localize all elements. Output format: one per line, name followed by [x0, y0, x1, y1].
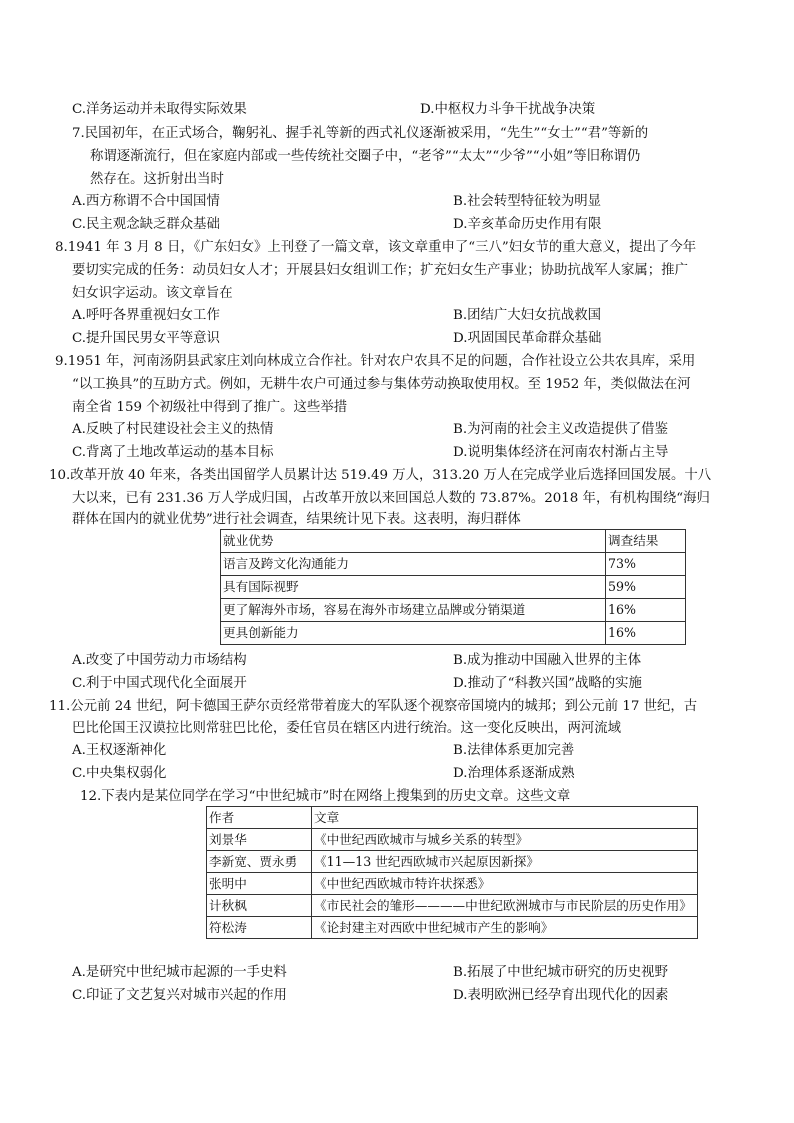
table-header-cell: 文章 — [312, 807, 698, 829]
q8-stem-line: 8.1941 年 3 月 8 日，《广东妇女》上刊登了一篇文章，该文章重申了“三八”妇女节的重大意义，提出了今年 — [55, 240, 697, 255]
table-row — [221, 599, 686, 622]
q7-stem-line: 称谓逐渐流行，但在家庭内部或一些传统社交圈子中，“老爷”“太太”“少爷”“小姐”等旧称谓仍 — [90, 149, 641, 164]
q9-option-a: A.反映了村民建设社会主义的热情 — [72, 422, 274, 437]
table-row — [221, 553, 686, 576]
q10-option-b: B.成为推动中国融入世界的主体 — [453, 653, 642, 668]
q7-stem-line: 7.民国初年，在正式场合，鞠躬礼、握手礼等新的西式礼仪逐渐被采用，“先生”“女士”“君”等新的 — [72, 126, 649, 141]
q10-stem-line: 群体在国内的就业优势”进行社会调查，结果统计见下表。这表明，海归群体 — [72, 512, 521, 527]
table-header-row — [221, 530, 686, 553]
table-row — [207, 917, 698, 939]
table-cell: 李新宽、贾永勇 — [207, 851, 312, 873]
q12-option-c: C.印证了文艺复兴对城市兴起的作用 — [72, 988, 287, 1003]
q9-option-c: C.背离了土地改革运动的基本目标 — [72, 445, 274, 460]
table-cell: 73% — [606, 553, 686, 576]
q12-option-d: D.表明欧洲已经孕育出现代化的因素 — [453, 988, 669, 1003]
q7-option-a: A.西方称谓不合中国国情 — [72, 194, 220, 209]
q7-option-b: B.社会转型特征较为明显 — [453, 194, 602, 209]
q8-option-d: D.巩固国民革命群众基础 — [453, 331, 602, 346]
table-cell: 《中世纪西欧城市与城乡关系的转型》 — [312, 829, 698, 851]
q11-option-d: D.治理体系逐渐成熟 — [453, 766, 575, 781]
table-row — [207, 895, 698, 917]
table-cell: 更了解海外市场，容易在海外市场建立品牌或分销渠道 — [221, 599, 606, 622]
q12-stem-line: 12.下表内是某位同学在学习“中世纪城市”时在网络上搜集到的历史文章。这些文章 — [80, 789, 571, 804]
q11-option-a: A.王权逐渐神化 — [72, 743, 167, 758]
q9-option-d: D.说明集体经济在河南农村渐占主导 — [453, 445, 669, 460]
q9-stem-line: 南全省 159 个初级社中得到了推广。这些举措 — [72, 400, 348, 415]
q10-option-a: A.改变了中国劳动力市场结构 — [72, 653, 247, 668]
table-cell: 《11—13 世纪西欧城市兴起原因新探》 — [312, 851, 698, 873]
table-cell: 更具创新能力 — [221, 622, 606, 645]
q9-stem-line: 9.1951 年，河南汤阴县武家庄刘向林成立合作社。针对农户农具不足的问题，合作社设立公共农具库，采用 — [55, 354, 696, 369]
q6-option-d: D.中枢权力斗争干扰战争决策 — [420, 102, 596, 117]
q10-stem-line: 大以来，已有 231.36 万人学成归国，占改革开放以来回国总人数的 73.87%。2018 年，有机构围绕“海归 — [72, 491, 710, 506]
table-cell: 16% — [606, 622, 686, 645]
q10-option-d: D.推动了“科教兴国”战略的实施 — [453, 676, 642, 691]
q12-table — [206, 806, 698, 939]
table-cell: 《论封建主对西欧中世纪城市产生的影响》 — [312, 917, 698, 939]
q7-option-d: D.辛亥革命历史作用有限 — [453, 217, 602, 232]
table-row — [207, 829, 698, 851]
table-cell: 符松涛 — [207, 917, 312, 939]
q8-option-b: B.团结广大妇女抗战救国 — [453, 308, 602, 323]
q10-table — [220, 529, 686, 645]
table-header-cell: 作者 — [207, 807, 312, 829]
q11-option-c: C.中央集权弱化 — [72, 766, 167, 781]
q12-option-b: B.拓展了中世纪城市研究的历史视野 — [453, 965, 668, 980]
q9-stem-line: “以工换具”的互助方式。例如，无耕牛农户可通过参与集体劳动换取使用权。至 1952 年，类似做法在河 — [72, 377, 691, 392]
table-header-cell: 就业优势 — [221, 530, 606, 553]
table-row — [207, 873, 698, 895]
table-cell: 计秋枫 — [207, 895, 312, 917]
q7-stem-line: 然存在。这折射出当时 — [90, 172, 224, 187]
table-cell: 语言及跨文化沟通能力 — [221, 553, 606, 576]
table-row — [221, 576, 686, 599]
table-cell: 《中世纪西欧城市特许状探悉》 — [312, 873, 698, 895]
table-cell: 《市民社会的雏形————中世纪欧洲城市与市民阶层的历史作用》 — [312, 895, 698, 917]
q7-option-c: C.民主观念缺乏群众基础 — [72, 217, 220, 232]
q8-option-a: A.呼吁各界重视妇女工作 — [72, 308, 220, 323]
table-cell: 59% — [606, 576, 686, 599]
table-cell: 刘景华 — [207, 829, 312, 851]
q6-option-c: C.洋务运动并未取得实际效果 — [72, 102, 247, 117]
table-row — [207, 851, 698, 873]
q11-stem-line: 巴比伦国王汉谟拉比则常驻巴比伦，委任官员在辖区内进行统治。这一变化反映出，两河流域 — [72, 721, 622, 736]
table-cell: 具有国际视野 — [221, 576, 606, 599]
q12-option-a: A.是研究中世纪城市起源的一手史料 — [72, 965, 287, 980]
table-header-cell: 调查结果 — [606, 530, 686, 553]
q11-stem-line: 11.公元前 24 世纪，阿卡德国王萨尔贡经常带着庞大的军队逐个视察帝国境内的城邦；到公元前 17 世纪，古 — [49, 699, 698, 714]
table-cell: 张明中 — [207, 873, 312, 895]
table-header-row — [207, 807, 698, 829]
q8-option-c: C.提升国民男女平等意识 — [72, 331, 220, 346]
q8-stem-line: 要切实完成的任务：动员妇女人才；开展县妇女组训工作；扩充妇女生产事业；协助抗战军人家属；推广 — [72, 263, 688, 278]
q9-option-b: B.为河南的社会主义改造提供了借鉴 — [453, 422, 668, 437]
table-row — [221, 622, 686, 645]
q10-option-c: C.利于中国式现代化全面展开 — [72, 676, 247, 691]
q8-stem-line: 妇女识字运动。该文章旨在 — [72, 286, 233, 301]
table-cell: 16% — [606, 599, 686, 622]
q11-option-b: B.法律体系更加完善 — [453, 743, 575, 758]
q10-stem-line: 10.改革开放 40 年来，各类出国留学人员累计达 519.49 万人，313.20 万人在完成学业后选择回国发展。十八 — [49, 468, 712, 483]
